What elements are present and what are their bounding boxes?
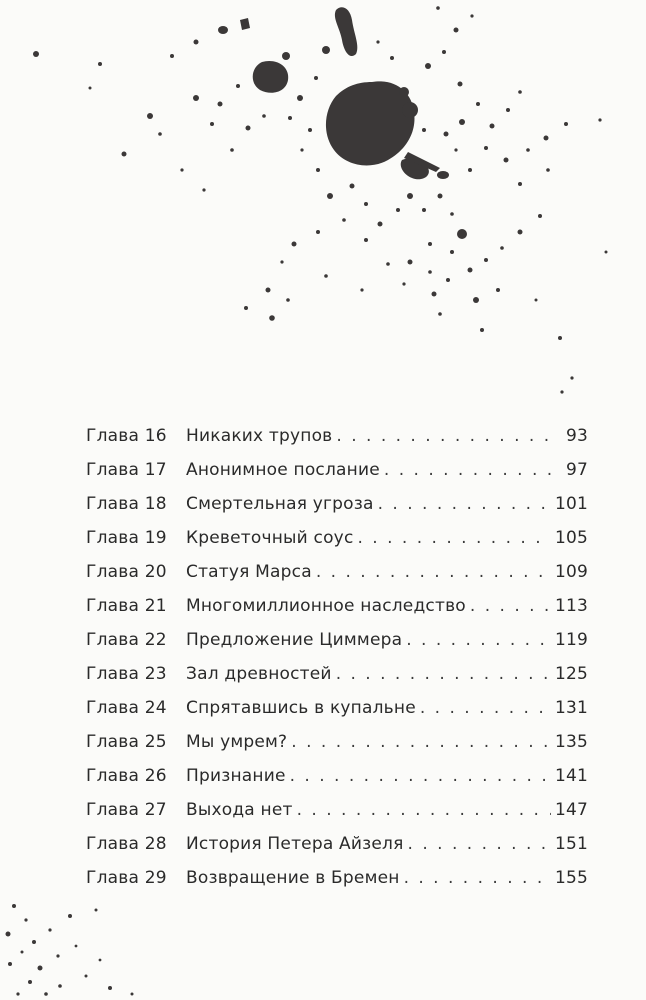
chapter-title: Зал древностей: [186, 664, 332, 684]
chapter-number: Глава 17: [86, 460, 167, 480]
page-number: 105: [554, 528, 588, 548]
toc-entry: [86, 453, 588, 487]
dot-leader: [408, 834, 551, 854]
toc-entry: [86, 623, 588, 657]
chapter-title: Креветочный соус: [186, 528, 354, 548]
page-number: 113: [554, 596, 588, 616]
toc-entry: [86, 827, 588, 861]
page-number: 151: [554, 834, 588, 854]
toc-entry: [86, 589, 588, 623]
page-number: 125: [554, 664, 588, 684]
dot-leader: [291, 732, 551, 752]
chapter-title: Возвращение в Бремен: [186, 868, 400, 888]
dot-leader: [384, 460, 554, 480]
toc-entry: [86, 725, 588, 759]
toc-entry: [86, 555, 588, 589]
dot-leader: [420, 698, 551, 718]
chapter-title: История Петера Айзеля: [186, 834, 404, 854]
chapter-title: Мы умрем?: [186, 732, 288, 752]
chapter-title: Выхода нет: [186, 800, 293, 820]
dot-leader: [336, 664, 551, 684]
chapter-number: Глава 20: [86, 562, 167, 582]
chapter-title: Никаких трупов: [186, 426, 333, 446]
page-number: 101: [554, 494, 588, 514]
dot-leader: [290, 766, 551, 786]
chapter-number: Глава 29: [86, 868, 167, 888]
page-number: 119: [554, 630, 588, 650]
chapter-title: Спрятавшись в купальне: [186, 698, 416, 718]
dot-leader: [406, 630, 551, 650]
page-number: 93: [565, 426, 588, 446]
toc-entry: [86, 419, 588, 453]
chapter-number: Глава 24: [86, 698, 167, 718]
chapter-number: Глава 22: [86, 630, 167, 650]
chapter-number: Глава 25: [86, 732, 167, 752]
dot-leader: [358, 528, 551, 548]
chapter-number: Глава 18: [86, 494, 167, 514]
toc-entry: [86, 521, 588, 555]
chapter-number: Глава 26: [86, 766, 167, 786]
ink-splatter-bottom: [0, 890, 200, 1000]
chapter-number: Глава 16: [86, 426, 167, 446]
chapter-title: Признание: [186, 766, 286, 786]
dot-leader: [336, 426, 554, 446]
dot-leader: [378, 494, 551, 514]
page-number: 147: [554, 800, 588, 820]
chapter-number: Глава 21: [86, 596, 167, 616]
toc-entry: [86, 759, 588, 793]
chapter-title: Многомиллионное наследство: [186, 596, 466, 616]
chapter-title: Предложение Циммера: [186, 630, 403, 650]
chapter-number: Глава 23: [86, 664, 167, 684]
toc-entry: [86, 691, 588, 725]
table-of-contents: [86, 419, 588, 895]
chapter-title: Анонимное послание: [186, 460, 380, 480]
page-number: 97: [565, 460, 588, 480]
chapter-number: Глава 19: [86, 528, 167, 548]
toc-entry: [86, 657, 588, 691]
dot-leader: [404, 868, 551, 888]
page-number: 155: [554, 868, 588, 888]
page-number: 141: [554, 766, 588, 786]
chapter-title: Статуя Марса: [186, 562, 312, 582]
chapter-number: Глава 28: [86, 834, 167, 854]
dot-leader: [316, 562, 551, 582]
dot-leader: [470, 596, 551, 616]
chapter-title: Смертельная угроза: [186, 494, 374, 514]
chapter-number: Глава 27: [86, 800, 167, 820]
toc-entry: [86, 793, 588, 827]
dot-leader: [297, 800, 551, 820]
page-number: 131: [554, 698, 588, 718]
ink-splatter-top: [0, 0, 646, 410]
page-number: 135: [554, 732, 588, 752]
page-number: 109: [554, 562, 588, 582]
toc-entry: [86, 487, 588, 521]
